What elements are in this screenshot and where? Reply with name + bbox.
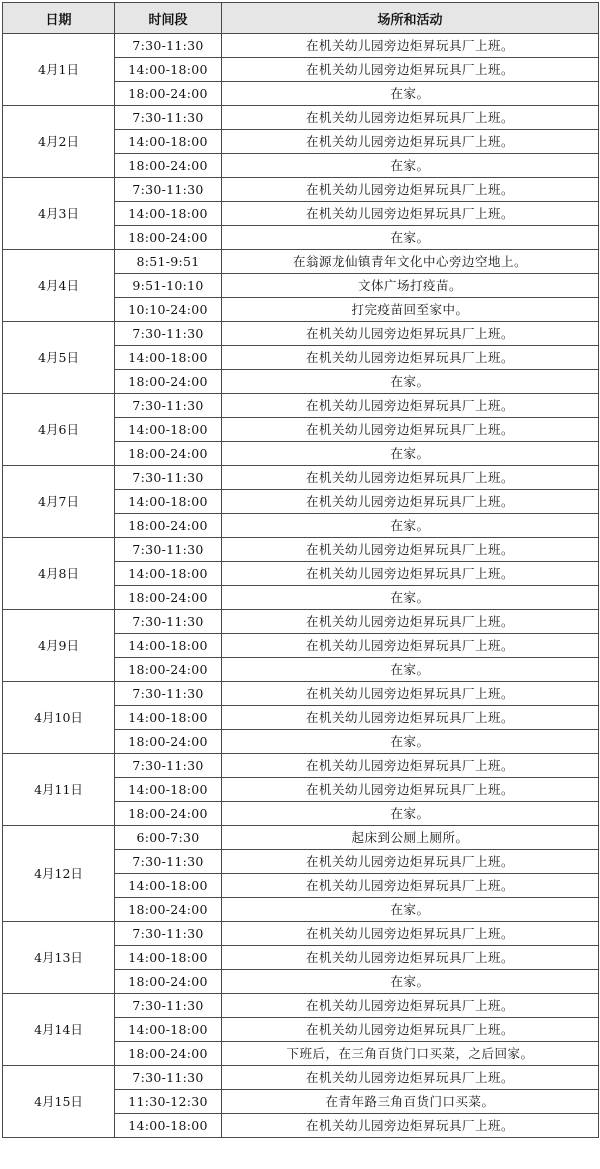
activity-cell: 在家。 (222, 898, 599, 922)
activity-cell: 在机关幼儿园旁边炬昇玩具厂上班。 (222, 562, 599, 586)
activity-cell: 在青年路三角百货门口买菜。 (222, 1090, 599, 1114)
activity-cell: 在机关幼儿园旁边炬昇玩具厂上班。 (222, 1018, 599, 1042)
activity-cell: 起床到公厕上厕所。 (222, 826, 599, 850)
time-cell: 18:00-24:00 (115, 730, 222, 754)
time-cell: 8:51-9:51 (115, 250, 222, 274)
time-cell: 11:30-12:30 (115, 1090, 222, 1114)
activity-cell: 在机关幼儿园旁边炬昇玩具厂上班。 (222, 394, 599, 418)
time-cell: 14:00-18:00 (115, 706, 222, 730)
time-cell: 10:10-24:00 (115, 298, 222, 322)
time-cell: 14:00-18:00 (115, 202, 222, 226)
time-cell: 18:00-24:00 (115, 586, 222, 610)
activity-cell: 在家。 (222, 586, 599, 610)
activity-cell: 在翁源龙仙镇青年文化中心旁边空地上。 (222, 250, 599, 274)
date-cell: 4月1日 (3, 34, 115, 106)
activity-cell: 在机关幼儿园旁边炬昇玩具厂上班。 (222, 778, 599, 802)
activity-cell: 在机关幼儿园旁边炬昇玩具厂上班。 (222, 34, 599, 58)
activity-cell: 在家。 (222, 514, 599, 538)
date-cell: 4月14日 (3, 994, 115, 1066)
time-cell: 14:00-18:00 (115, 58, 222, 82)
date-cell: 4月11日 (3, 754, 115, 826)
time-cell: 14:00-18:00 (115, 130, 222, 154)
date-cell: 4月6日 (3, 394, 115, 466)
activity-cell: 在机关幼儿园旁边炬昇玩具厂上班。 (222, 346, 599, 370)
time-cell: 14:00-18:00 (115, 1114, 222, 1138)
activity-cell: 在机关幼儿园旁边炬昇玩具厂上班。 (222, 538, 599, 562)
date-cell: 4月4日 (3, 250, 115, 322)
activity-cell: 在机关幼儿园旁边炬昇玩具厂上班。 (222, 682, 599, 706)
date-cell: 4月13日 (3, 922, 115, 994)
activity-cell: 在家。 (222, 226, 599, 250)
date-cell: 4月10日 (3, 682, 115, 754)
activity-cell: 在家。 (222, 370, 599, 394)
activity-cell: 在家。 (222, 802, 599, 826)
activity-cell: 在机关幼儿园旁边炬昇玩具厂上班。 (222, 466, 599, 490)
time-cell: 7:30-11:30 (115, 178, 222, 202)
time-cell: 9:51-10:10 (115, 274, 222, 298)
date-cell: 4月15日 (3, 1066, 115, 1138)
date-cell: 4月7日 (3, 466, 115, 538)
time-cell: 18:00-24:00 (115, 802, 222, 826)
table-row (3, 754, 599, 778)
time-cell: 7:30-11:30 (115, 322, 222, 346)
table-row (3, 34, 599, 58)
table-row (3, 994, 599, 1018)
time-cell: 14:00-18:00 (115, 778, 222, 802)
table-row (3, 922, 599, 946)
activity-cell: 在机关幼儿园旁边炬昇玩具厂上班。 (222, 706, 599, 730)
time-cell: 7:30-11:30 (115, 394, 222, 418)
activity-cell: 在机关幼儿园旁边炬昇玩具厂上班。 (222, 178, 599, 202)
header-time: 时间段 (115, 3, 222, 34)
time-cell: 14:00-18:00 (115, 1018, 222, 1042)
time-cell: 7:30-11:30 (115, 610, 222, 634)
time-cell: 14:00-18:00 (115, 346, 222, 370)
time-cell: 7:30-11:30 (115, 1066, 222, 1090)
time-cell: 18:00-24:00 (115, 658, 222, 682)
activity-cell: 在机关幼儿园旁边炬昇玩具厂上班。 (222, 610, 599, 634)
time-cell: 7:30-11:30 (115, 922, 222, 946)
time-cell: 7:30-11:30 (115, 754, 222, 778)
activity-cell: 在机关幼儿园旁边炬昇玩具厂上班。 (222, 922, 599, 946)
date-cell: 4月12日 (3, 826, 115, 922)
table-row (3, 610, 599, 634)
activity-cell: 下班后，在三角百货门口买菜，之后回家。 (222, 1042, 599, 1066)
table-row (3, 322, 599, 346)
time-cell: 7:30-11:30 (115, 994, 222, 1018)
time-cell: 7:30-11:30 (115, 682, 222, 706)
activity-cell: 在机关幼儿园旁边炬昇玩具厂上班。 (222, 490, 599, 514)
time-cell: 18:00-24:00 (115, 82, 222, 106)
activity-cell: 在机关幼儿园旁边炬昇玩具厂上班。 (222, 322, 599, 346)
time-cell: 18:00-24:00 (115, 370, 222, 394)
time-cell: 18:00-24:00 (115, 1042, 222, 1066)
time-cell: 14:00-18:00 (115, 418, 222, 442)
time-cell: 18:00-24:00 (115, 154, 222, 178)
time-cell: 14:00-18:00 (115, 490, 222, 514)
table-row (3, 826, 599, 850)
time-cell: 7:30-11:30 (115, 850, 222, 874)
table-row (3, 106, 599, 130)
time-cell: 18:00-24:00 (115, 226, 222, 250)
table-row (3, 394, 599, 418)
date-cell: 4月5日 (3, 322, 115, 394)
table-row (3, 178, 599, 202)
activity-cell: 在机关幼儿园旁边炬昇玩具厂上班。 (222, 130, 599, 154)
time-cell: 18:00-24:00 (115, 514, 222, 538)
activity-cell: 在家。 (222, 970, 599, 994)
table-row (3, 1066, 599, 1090)
activity-cell: 打完疫苗回至家中。 (222, 298, 599, 322)
activity-cell: 在机关幼儿园旁边炬昇玩具厂上班。 (222, 1114, 599, 1138)
activity-cell: 在机关幼儿园旁边炬昇玩具厂上班。 (222, 1066, 599, 1090)
activity-cell: 在机关幼儿园旁边炬昇玩具厂上班。 (222, 994, 599, 1018)
header-activity: 场所和活动 (222, 3, 599, 34)
activity-cell: 在机关幼儿园旁边炬昇玩具厂上班。 (222, 418, 599, 442)
table-body (3, 34, 599, 1138)
time-cell: 6:00-7:30 (115, 826, 222, 850)
date-cell: 4月9日 (3, 610, 115, 682)
activity-cell: 在家。 (222, 442, 599, 466)
time-cell: 18:00-24:00 (115, 442, 222, 466)
activity-cell: 在机关幼儿园旁边炬昇玩具厂上班。 (222, 874, 599, 898)
activity-cell: 在机关幼儿园旁边炬昇玩具厂上班。 (222, 634, 599, 658)
time-cell: 7:30-11:30 (115, 538, 222, 562)
date-cell: 4月8日 (3, 538, 115, 610)
time-cell: 7:30-11:30 (115, 106, 222, 130)
activity-cell: 在机关幼儿园旁边炬昇玩具厂上班。 (222, 850, 599, 874)
activity-cell: 在家。 (222, 82, 599, 106)
table-row (3, 250, 599, 274)
activity-cell: 在家。 (222, 658, 599, 682)
time-cell: 7:30-11:30 (115, 34, 222, 58)
table-row (3, 682, 599, 706)
activity-cell: 在机关幼儿园旁边炬昇玩具厂上班。 (222, 58, 599, 82)
activity-cell: 在家。 (222, 730, 599, 754)
activity-cell: 在机关幼儿园旁边炬昇玩具厂上班。 (222, 754, 599, 778)
table-row (3, 538, 599, 562)
activity-cell: 文体广场打疫苗。 (222, 274, 599, 298)
time-cell: 18:00-24:00 (115, 970, 222, 994)
date-cell: 4月3日 (3, 178, 115, 250)
time-cell: 14:00-18:00 (115, 634, 222, 658)
time-cell: 7:30-11:30 (115, 466, 222, 490)
time-cell: 14:00-18:00 (115, 562, 222, 586)
date-cell: 4月2日 (3, 106, 115, 178)
time-cell: 14:00-18:00 (115, 874, 222, 898)
header-row (3, 3, 599, 34)
itinerary-table (2, 2, 599, 1138)
activity-cell: 在机关幼儿园旁边炬昇玩具厂上班。 (222, 946, 599, 970)
time-cell: 14:00-18:00 (115, 946, 222, 970)
activity-cell: 在机关幼儿园旁边炬昇玩具厂上班。 (222, 106, 599, 130)
table-row (3, 466, 599, 490)
activity-cell: 在家。 (222, 154, 599, 178)
activity-cell: 在机关幼儿园旁边炬昇玩具厂上班。 (222, 202, 599, 226)
time-cell: 18:00-24:00 (115, 898, 222, 922)
header-date: 日期 (3, 3, 115, 34)
